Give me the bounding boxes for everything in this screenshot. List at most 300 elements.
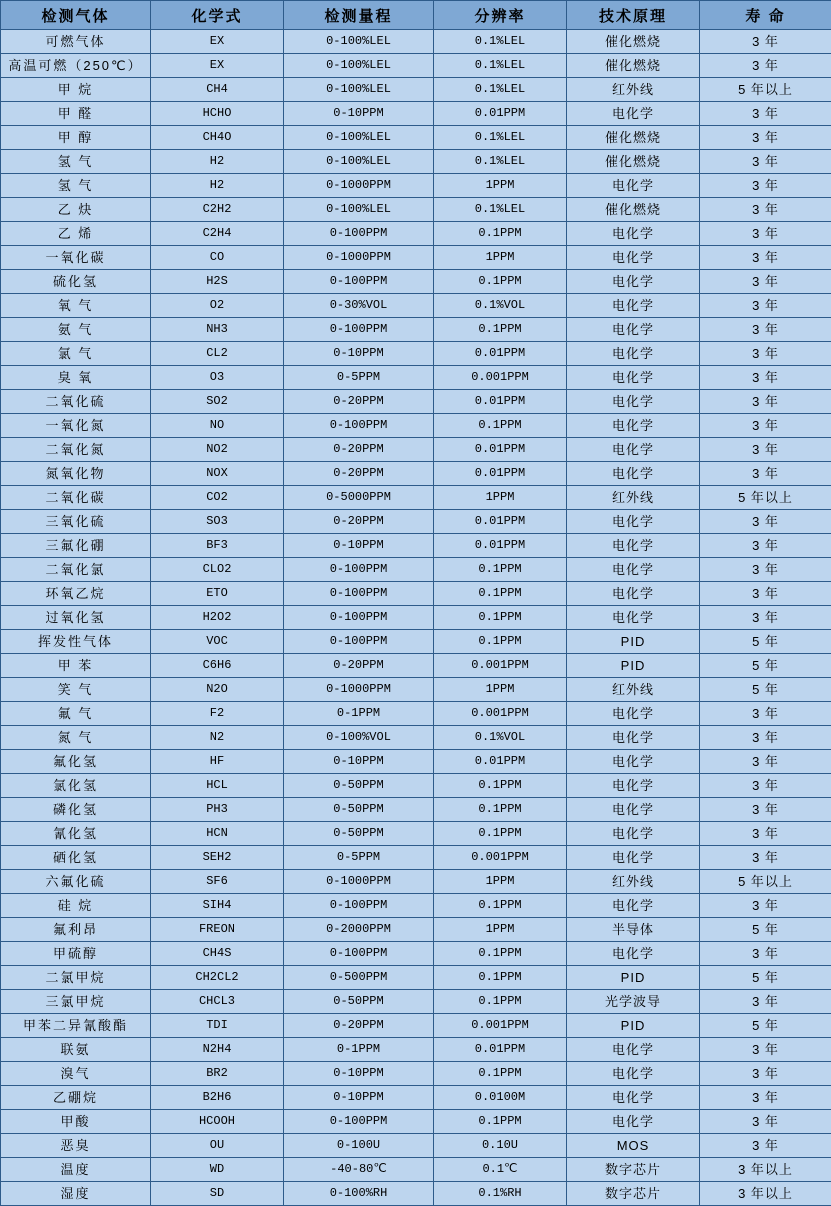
cell-range: 0-10PPM — [284, 750, 434, 774]
cell-lifetime: 3 年 — [700, 774, 831, 798]
cell-range: 0-100PPM — [284, 630, 434, 654]
table-row — [1, 630, 831, 654]
table-row — [1, 870, 831, 894]
cell-range: 0-5000PPM — [284, 486, 434, 510]
cell-resolution: 0.1PPM — [434, 606, 567, 630]
table-row — [1, 30, 831, 54]
cell-technology: 电化学 — [567, 390, 700, 414]
cell-gas-name: 氟 气 — [1, 702, 151, 726]
cell-gas-name: 氢 气 — [1, 150, 151, 174]
cell-lifetime: 3 年 — [700, 990, 831, 1014]
cell-technology: 电化学 — [567, 438, 700, 462]
cell-lifetime: 3 年 — [700, 726, 831, 750]
table-row — [1, 366, 831, 390]
cell-gas-name: 挥发性气体 — [1, 630, 151, 654]
cell-range: 0-100%LEL — [284, 198, 434, 222]
cell-resolution: 0.01PPM — [434, 510, 567, 534]
cell-lifetime: 3 年 — [700, 822, 831, 846]
cell-gas-name: 甲 醛 — [1, 102, 151, 126]
cell-range: 0-100PPM — [284, 942, 434, 966]
cell-lifetime: 3 年 — [700, 558, 831, 582]
table-row — [1, 1038, 831, 1062]
cell-technology: 电化学 — [567, 846, 700, 870]
cell-lifetime: 3 年 — [700, 1110, 831, 1134]
cell-range: 0-50PPM — [284, 774, 434, 798]
cell-lifetime: 3 年以上 — [700, 1158, 831, 1182]
cell-lifetime: 3 年 — [700, 798, 831, 822]
table-row — [1, 294, 831, 318]
table-row — [1, 846, 831, 870]
cell-formula: CHCL3 — [151, 990, 284, 1014]
cell-formula: CH4 — [151, 78, 284, 102]
cell-formula: SD — [151, 1182, 284, 1206]
cell-gas-name: 硫化氢 — [1, 270, 151, 294]
cell-range: 0-1000PPM — [284, 246, 434, 270]
table-row — [1, 1014, 831, 1038]
cell-gas-name: 一氧化氮 — [1, 414, 151, 438]
cell-formula: CO2 — [151, 486, 284, 510]
cell-formula: WD — [151, 1158, 284, 1182]
cell-gas-name: 湿度 — [1, 1182, 151, 1206]
cell-resolution: 0.1PPM — [434, 318, 567, 342]
cell-lifetime: 3 年 — [700, 606, 831, 630]
cell-formula: O3 — [151, 366, 284, 390]
table-row — [1, 390, 831, 414]
cell-gas-name: 甲 苯 — [1, 654, 151, 678]
cell-formula: ETO — [151, 582, 284, 606]
cell-lifetime: 5 年 — [700, 918, 831, 942]
cell-lifetime: 5 年 — [700, 966, 831, 990]
cell-formula: VOC — [151, 630, 284, 654]
table-row — [1, 510, 831, 534]
cell-gas-name: 可燃气体 — [1, 30, 151, 54]
cell-lifetime: 3 年 — [700, 54, 831, 78]
cell-lifetime: 5 年 — [700, 678, 831, 702]
cell-formula: SO3 — [151, 510, 284, 534]
cell-formula: H2O2 — [151, 606, 284, 630]
cell-gas-name: 氮 气 — [1, 726, 151, 750]
table-row — [1, 990, 831, 1014]
cell-resolution: 0.1%LEL — [434, 198, 567, 222]
cell-gas-name: 硒化氢 — [1, 846, 151, 870]
cell-lifetime: 3 年 — [700, 270, 831, 294]
cell-lifetime: 5 年以上 — [700, 78, 831, 102]
cell-formula: HF — [151, 750, 284, 774]
cell-formula: H2S — [151, 270, 284, 294]
cell-resolution: 0.001PPM — [434, 846, 567, 870]
cell-resolution: 0.1PPM — [434, 630, 567, 654]
cell-resolution: 0.1PPM — [434, 894, 567, 918]
cell-technology: 催化燃烧 — [567, 30, 700, 54]
cell-technology: 电化学 — [567, 558, 700, 582]
cell-range: 0-500PPM — [284, 966, 434, 990]
cell-range: 0-100%LEL — [284, 126, 434, 150]
cell-gas-name: 联氨 — [1, 1038, 151, 1062]
cell-range: -40-80℃ — [284, 1158, 434, 1182]
cell-range: 0-20PPM — [284, 390, 434, 414]
cell-formula: CL2 — [151, 342, 284, 366]
cell-gas-name: 甲硫醇 — [1, 942, 151, 966]
table-row — [1, 1182, 831, 1206]
table-row — [1, 1110, 831, 1134]
cell-lifetime: 5 年以上 — [700, 486, 831, 510]
cell-range: 0-100%LEL — [284, 78, 434, 102]
cell-lifetime: 3 年 — [700, 126, 831, 150]
table-row — [1, 606, 831, 630]
cell-gas-name: 氟利昂 — [1, 918, 151, 942]
cell-formula: FREON — [151, 918, 284, 942]
cell-range: 0-20PPM — [284, 654, 434, 678]
cell-gas-name: 三氟化硼 — [1, 534, 151, 558]
cell-range: 0-100PPM — [284, 270, 434, 294]
table-row — [1, 798, 831, 822]
cell-technology: 电化学 — [567, 510, 700, 534]
cell-gas-name: 氢 气 — [1, 174, 151, 198]
cell-range: 0-10PPM — [284, 534, 434, 558]
cell-resolution: 0.1PPM — [434, 582, 567, 606]
cell-resolution: 0.01PPM — [434, 438, 567, 462]
cell-technology: PID — [567, 654, 700, 678]
cell-resolution: 1PPM — [434, 246, 567, 270]
cell-gas-name: 二氧化碳 — [1, 486, 151, 510]
cell-resolution: 0.001PPM — [434, 654, 567, 678]
table-row — [1, 1158, 831, 1182]
cell-formula: HCHO — [151, 102, 284, 126]
cell-technology: 红外线 — [567, 870, 700, 894]
cell-formula: CH4S — [151, 942, 284, 966]
cell-formula: H2 — [151, 150, 284, 174]
cell-technology: 数字芯片 — [567, 1182, 700, 1206]
cell-range: 0-50PPM — [284, 822, 434, 846]
cell-gas-name: 乙硼烷 — [1, 1086, 151, 1110]
column-header-resolution: 分辨率 — [434, 1, 567, 30]
cell-formula: H2 — [151, 174, 284, 198]
cell-resolution: 0.1PPM — [434, 990, 567, 1014]
cell-gas-name: 笑 气 — [1, 678, 151, 702]
cell-resolution: 0.01PPM — [434, 534, 567, 558]
table-row — [1, 126, 831, 150]
cell-range: 0-100PPM — [284, 558, 434, 582]
cell-technology: 电化学 — [567, 534, 700, 558]
cell-range: 0-30%VOL — [284, 294, 434, 318]
table-row — [1, 774, 831, 798]
table-row — [1, 150, 831, 174]
cell-lifetime: 3 年 — [700, 1086, 831, 1110]
cell-lifetime: 3 年 — [700, 174, 831, 198]
cell-formula: N2O — [151, 678, 284, 702]
cell-range: 0-100PPM — [284, 894, 434, 918]
cell-formula: HCN — [151, 822, 284, 846]
cell-resolution: 0.1%LEL — [434, 78, 567, 102]
cell-gas-name: 氟化氢 — [1, 750, 151, 774]
table-row — [1, 534, 831, 558]
cell-gas-name: 臭 氧 — [1, 366, 151, 390]
table-row — [1, 678, 831, 702]
cell-gas-name: 磷化氢 — [1, 798, 151, 822]
cell-resolution: 0.1%LEL — [434, 54, 567, 78]
cell-technology: 电化学 — [567, 798, 700, 822]
column-header-gas-name: 检测气体 — [1, 1, 151, 30]
cell-gas-name: 温度 — [1, 1158, 151, 1182]
cell-range: 0-10PPM — [284, 1086, 434, 1110]
table-body — [1, 30, 831, 1206]
cell-technology: 红外线 — [567, 78, 700, 102]
cell-resolution: 0.1PPM — [434, 414, 567, 438]
table-row — [1, 438, 831, 462]
cell-resolution: 0.1PPM — [434, 942, 567, 966]
cell-resolution: 0.1PPM — [434, 966, 567, 990]
cell-formula: C2H4 — [151, 222, 284, 246]
table-row — [1, 966, 831, 990]
cell-lifetime: 3 年 — [700, 1062, 831, 1086]
table-row — [1, 942, 831, 966]
cell-resolution: 0.1%LEL — [434, 150, 567, 174]
cell-resolution: 1PPM — [434, 918, 567, 942]
cell-gas-name: 二氧化硫 — [1, 390, 151, 414]
cell-formula: TDI — [151, 1014, 284, 1038]
cell-gas-name: 过氧化氢 — [1, 606, 151, 630]
cell-gas-name: 六氟化硫 — [1, 870, 151, 894]
cell-resolution: 0.001PPM — [434, 702, 567, 726]
cell-gas-name: 一氧化碳 — [1, 246, 151, 270]
cell-lifetime: 3 年 — [700, 942, 831, 966]
table-row — [1, 462, 831, 486]
cell-gas-name: 氨 气 — [1, 318, 151, 342]
cell-resolution: 0.01PPM — [434, 342, 567, 366]
cell-range: 0-100%LEL — [284, 54, 434, 78]
table-row — [1, 102, 831, 126]
cell-lifetime: 3 年 — [700, 534, 831, 558]
cell-formula: O2 — [151, 294, 284, 318]
cell-gas-name: 环氧乙烷 — [1, 582, 151, 606]
cell-range: 0-20PPM — [284, 510, 434, 534]
cell-resolution: 1PPM — [434, 486, 567, 510]
table-row — [1, 414, 831, 438]
cell-resolution: 0.1%RH — [434, 1182, 567, 1206]
cell-resolution: 0.1%VOL — [434, 294, 567, 318]
cell-range: 0-1000PPM — [284, 678, 434, 702]
cell-gas-name: 氧 气 — [1, 294, 151, 318]
cell-formula: PH3 — [151, 798, 284, 822]
table-row — [1, 894, 831, 918]
cell-formula: BF3 — [151, 534, 284, 558]
cell-formula: NO — [151, 414, 284, 438]
cell-technology: 催化燃烧 — [567, 54, 700, 78]
cell-resolution: 0.1PPM — [434, 270, 567, 294]
column-header-technology: 技术原理 — [567, 1, 700, 30]
cell-technology: 电化学 — [567, 822, 700, 846]
cell-lifetime: 3 年 — [700, 30, 831, 54]
cell-lifetime: 3 年 — [700, 342, 831, 366]
cell-range: 0-20PPM — [284, 1014, 434, 1038]
cell-technology: MOS — [567, 1134, 700, 1158]
cell-lifetime: 3 年 — [700, 366, 831, 390]
cell-lifetime: 3 年 — [700, 1134, 831, 1158]
cell-formula: CH4O — [151, 126, 284, 150]
cell-resolution: 0.01PPM — [434, 390, 567, 414]
cell-technology: 电化学 — [567, 222, 700, 246]
cell-formula: C6H6 — [151, 654, 284, 678]
cell-resolution: 0.01PPM — [434, 1038, 567, 1062]
cell-technology: 电化学 — [567, 270, 700, 294]
table-row — [1, 78, 831, 102]
cell-gas-name: 甲苯二异氰酸酯 — [1, 1014, 151, 1038]
table-row — [1, 54, 831, 78]
cell-resolution: 0.1%LEL — [434, 126, 567, 150]
cell-technology: 电化学 — [567, 102, 700, 126]
cell-formula: SF6 — [151, 870, 284, 894]
table-row — [1, 726, 831, 750]
cell-resolution: 1PPM — [434, 174, 567, 198]
cell-range: 0-100%LEL — [284, 30, 434, 54]
cell-range: 0-5PPM — [284, 366, 434, 390]
cell-lifetime: 3 年 — [700, 390, 831, 414]
cell-gas-name: 甲 醇 — [1, 126, 151, 150]
cell-range: 0-100PPM — [284, 222, 434, 246]
cell-technology: PID — [567, 1014, 700, 1038]
cell-formula: EX — [151, 30, 284, 54]
cell-resolution: 0.1PPM — [434, 558, 567, 582]
cell-technology: 红外线 — [567, 678, 700, 702]
cell-formula: NO2 — [151, 438, 284, 462]
cell-lifetime: 5 年 — [700, 1014, 831, 1038]
cell-technology: 电化学 — [567, 462, 700, 486]
cell-gas-name: 二氧化氯 — [1, 558, 151, 582]
cell-resolution: 0.1PPM — [434, 1062, 567, 1086]
cell-resolution: 0.0100M — [434, 1086, 567, 1110]
column-header-range: 检测量程 — [284, 1, 434, 30]
table-row — [1, 198, 831, 222]
cell-gas-name: 三氧化硫 — [1, 510, 151, 534]
cell-lifetime: 3 年 — [700, 1038, 831, 1062]
cell-lifetime: 3 年 — [700, 294, 831, 318]
cell-gas-name: 二氯甲烷 — [1, 966, 151, 990]
cell-resolution: 1PPM — [434, 678, 567, 702]
cell-formula: NOX — [151, 462, 284, 486]
cell-range: 0-100PPM — [284, 318, 434, 342]
cell-technology: 电化学 — [567, 174, 700, 198]
cell-lifetime: 3 年以上 — [700, 1182, 831, 1206]
cell-lifetime: 3 年 — [700, 846, 831, 870]
cell-lifetime: 3 年 — [700, 462, 831, 486]
cell-formula: EX — [151, 54, 284, 78]
cell-range: 0-5PPM — [284, 846, 434, 870]
cell-lifetime: 3 年 — [700, 246, 831, 270]
cell-resolution: 0.1%VOL — [434, 726, 567, 750]
table-row — [1, 654, 831, 678]
cell-formula: NH3 — [151, 318, 284, 342]
table-row — [1, 342, 831, 366]
cell-range: 0-100%LEL — [284, 150, 434, 174]
cell-range: 0-1PPM — [284, 1038, 434, 1062]
table-row — [1, 174, 831, 198]
cell-gas-name: 溴气 — [1, 1062, 151, 1086]
cell-lifetime: 5 年 — [700, 630, 831, 654]
cell-lifetime: 3 年 — [700, 702, 831, 726]
cell-technology: 光学波导 — [567, 990, 700, 1014]
cell-technology: 电化学 — [567, 894, 700, 918]
cell-technology: PID — [567, 630, 700, 654]
cell-lifetime: 3 年 — [700, 102, 831, 126]
cell-lifetime: 3 年 — [700, 750, 831, 774]
cell-technology: 电化学 — [567, 366, 700, 390]
cell-range: 0-1PPM — [284, 702, 434, 726]
cell-formula: SEH2 — [151, 846, 284, 870]
cell-range: 0-1000PPM — [284, 870, 434, 894]
cell-gas-name: 二氧化氮 — [1, 438, 151, 462]
cell-gas-name: 氰化氢 — [1, 822, 151, 846]
cell-range: 0-2000PPM — [284, 918, 434, 942]
table-row — [1, 222, 831, 246]
cell-range: 0-50PPM — [284, 990, 434, 1014]
cell-technology: 电化学 — [567, 414, 700, 438]
cell-technology: 电化学 — [567, 1110, 700, 1134]
cell-resolution: 0.001PPM — [434, 1014, 567, 1038]
cell-range: 0-100PPM — [284, 414, 434, 438]
cell-technology: 电化学 — [567, 726, 700, 750]
table-row — [1, 918, 831, 942]
table-row — [1, 750, 831, 774]
cell-resolution: 0.01PPM — [434, 102, 567, 126]
cell-technology: 电化学 — [567, 942, 700, 966]
cell-technology: 电化学 — [567, 606, 700, 630]
table-row — [1, 1134, 831, 1158]
cell-gas-name: 恶臭 — [1, 1134, 151, 1158]
table-header-row — [1, 1, 831, 30]
cell-gas-name: 氯 气 — [1, 342, 151, 366]
cell-resolution: 0.1%LEL — [434, 30, 567, 54]
cell-range: 0-50PPM — [284, 798, 434, 822]
cell-range: 0-1000PPM — [284, 174, 434, 198]
table-row — [1, 270, 831, 294]
cell-gas-name: 氮氧化物 — [1, 462, 151, 486]
cell-technology: 催化燃烧 — [567, 198, 700, 222]
cell-resolution: 0.001PPM — [434, 366, 567, 390]
cell-range: 0-100PPM — [284, 606, 434, 630]
cell-range: 0-20PPM — [284, 462, 434, 486]
table-row — [1, 558, 831, 582]
cell-resolution: 0.10U — [434, 1134, 567, 1158]
cell-technology: 电化学 — [567, 582, 700, 606]
column-header-lifetime: 寿 命 — [700, 1, 831, 30]
cell-range: 0-10PPM — [284, 102, 434, 126]
table-row — [1, 822, 831, 846]
cell-lifetime: 3 年 — [700, 222, 831, 246]
table-row — [1, 582, 831, 606]
cell-range: 0-100%RH — [284, 1182, 434, 1206]
cell-lifetime: 3 年 — [700, 510, 831, 534]
cell-formula: HCL — [151, 774, 284, 798]
cell-lifetime: 3 年 — [700, 438, 831, 462]
cell-resolution: 0.1℃ — [434, 1158, 567, 1182]
cell-resolution: 0.1PPM — [434, 1110, 567, 1134]
cell-range: 0-10PPM — [284, 342, 434, 366]
cell-range: 0-20PPM — [284, 438, 434, 462]
cell-resolution: 0.01PPM — [434, 462, 567, 486]
cell-lifetime: 5 年 — [700, 654, 831, 678]
cell-formula: N2 — [151, 726, 284, 750]
cell-formula: SIH4 — [151, 894, 284, 918]
cell-formula: CH2CL2 — [151, 966, 284, 990]
cell-technology: 电化学 — [567, 1038, 700, 1062]
cell-gas-name: 氯化氢 — [1, 774, 151, 798]
cell-resolution: 0.01PPM — [434, 750, 567, 774]
table-row — [1, 318, 831, 342]
cell-gas-name: 硅 烷 — [1, 894, 151, 918]
cell-technology: 电化学 — [567, 702, 700, 726]
table-row — [1, 1086, 831, 1110]
cell-resolution: 0.1PPM — [434, 798, 567, 822]
